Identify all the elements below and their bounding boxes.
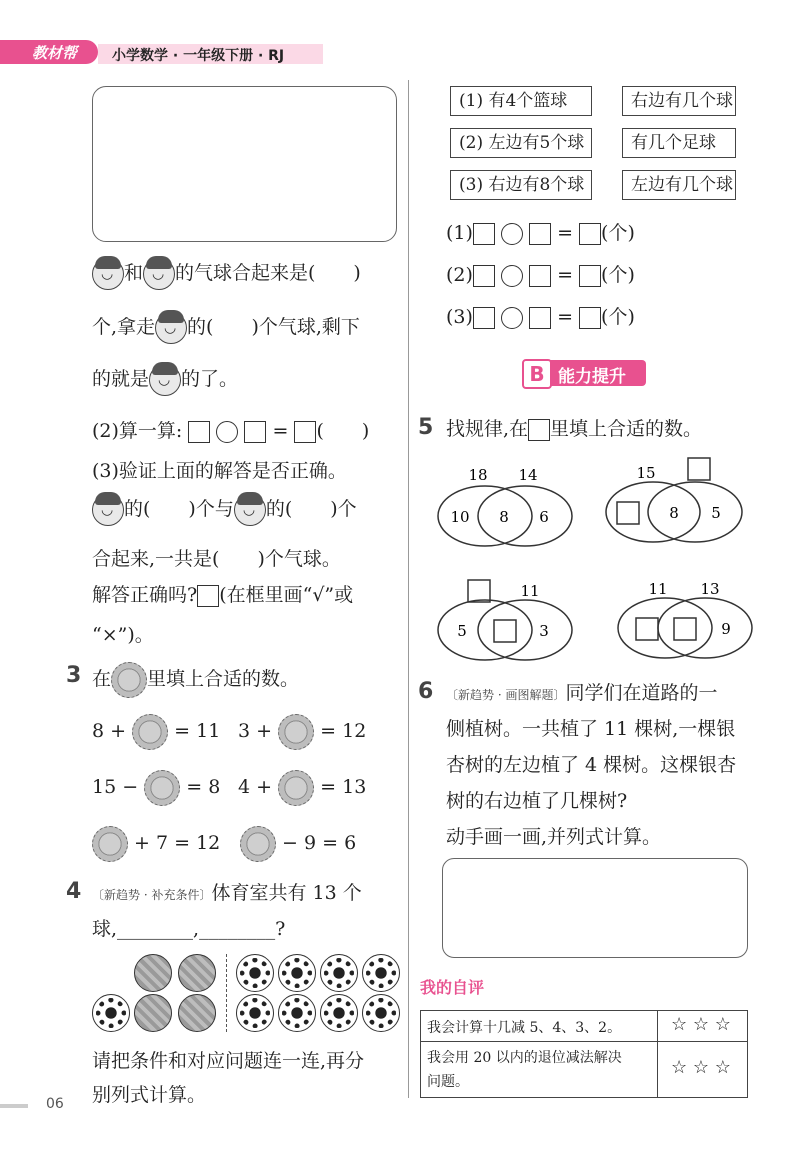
q6-line-3: 杏树的左边植了 4 棵树。这棵银杏 (446, 754, 737, 776)
q4-prompt: 〔新趋势 · 补充条件〕体育室共有 13 个 (92, 882, 362, 904)
flower-answer-icon[interactable] (92, 826, 128, 862)
soccer-ball-icon (278, 954, 316, 992)
self-eval-row-text: 我会用 20 以内的退位减法解决 (427, 1050, 622, 1066)
equation-row: (1) = (个) (446, 222, 635, 244)
answer-box[interactable] (188, 421, 210, 443)
question-number: 4 (66, 879, 82, 904)
trend-tag: 〔新趋势 · 补充条件〕 (92, 888, 212, 902)
answer-box[interactable] (529, 307, 551, 329)
venn-3-top-right: 11 (520, 582, 540, 600)
venn-2-left-box (617, 502, 639, 524)
balloon-line-2: 个,拿走◡ 的( )个气球,剩下 (92, 312, 360, 344)
q6-line-5: 动手画一画,并列式计算。 (446, 826, 662, 848)
answer-box[interactable] (473, 265, 495, 287)
flower-answer-icon[interactable] (132, 714, 168, 750)
soccer-ball-icon (92, 994, 130, 1032)
venn-1-top-left: 18 (468, 466, 488, 484)
venn-2-right: 5 (711, 504, 721, 522)
calc-line: (2)算一算: = ( ) (92, 420, 370, 442)
basketball-icon (134, 954, 172, 992)
table-col-divider (657, 1011, 658, 1097)
q4-connect-2: 别列式计算。 (92, 1084, 207, 1106)
answer-box-top (92, 86, 397, 242)
q3-item: 15 − = 8 (92, 770, 220, 806)
section-letter: B (522, 359, 552, 389)
table-row-divider (421, 1041, 747, 1042)
venn-4-top-right: 13 (700, 580, 720, 598)
flower-answer-icon[interactable] (278, 714, 314, 750)
q6-line-1: 〔新趋势 · 画图解题〕同学们在道路的一 (446, 682, 718, 704)
equation-row: (3) = (个) (446, 306, 635, 328)
answer-box (528, 419, 550, 441)
soccer-ball-icon (320, 954, 358, 992)
operator-circle[interactable] (216, 421, 238, 443)
venn-2-top-left: 15 (636, 464, 656, 482)
q6-line-4: 树的右边植了几棵树? (446, 790, 628, 812)
equation-row: (2) = (个) (446, 264, 635, 286)
ball-divider (226, 954, 227, 1032)
venn-1-right: 6 (539, 508, 549, 526)
question-number: 5 (418, 415, 434, 440)
check-box[interactable] (197, 585, 219, 607)
footer-dots (0, 1104, 40, 1108)
soccer-ball-icon (320, 994, 358, 1032)
answer-box[interactable] (529, 265, 551, 287)
question-number: 6 (418, 679, 434, 704)
soccer-ball-icon (362, 994, 400, 1032)
verify-title: (3)验证上面的解答是否正确。 (92, 460, 347, 482)
q3-item: − 9 = 6 (240, 826, 356, 862)
condition-item[interactable]: (1) 有4个篮球 (450, 86, 592, 116)
condition-item[interactable]: (3) 右边有8个球 (450, 170, 592, 200)
venn-1-top-right: 14 (518, 466, 538, 484)
venn-3 (438, 580, 572, 660)
venn-4-mid-box (674, 618, 696, 640)
self-eval-row-text-2: 问题。 (427, 1074, 469, 1090)
soccer-ball-icon (278, 994, 316, 1032)
section-title: 能力提升 (558, 367, 626, 387)
answer-box[interactable] (294, 421, 316, 443)
flower-answer-icon[interactable] (144, 770, 180, 806)
venn-1-left: 10 (450, 508, 470, 526)
q3-item: 8 + = 11 (92, 714, 220, 750)
star-rating[interactable]: ☆ ☆ ☆ (671, 1057, 731, 1078)
answer-box-drawing[interactable] (442, 858, 748, 958)
soccer-ball-icon (236, 994, 274, 1032)
venn-3-left: 5 (457, 622, 467, 640)
q6-line-2: 侧植树。一共植了 11 棵树,一棵银 (446, 718, 736, 740)
venn-3-mid-box (494, 620, 516, 642)
balloon-line-1: ◡和◡ 的气球合起来是( ) (92, 258, 361, 290)
self-eval-title: 我的自评 (420, 978, 485, 997)
q3-item: 3 + = 12 (238, 714, 366, 750)
answer-box[interactable] (473, 223, 495, 245)
venn-diagrams (420, 450, 760, 670)
soccer-ball-icon (236, 954, 274, 992)
q4-prompt-2: 球,________,________? (92, 918, 286, 940)
operator-circle[interactable] (501, 223, 523, 245)
condition-item[interactable]: (2) 左边有5个球 (450, 128, 592, 158)
venn-4-top-left: 11 (648, 580, 668, 598)
q3-item: 4 + = 13 (238, 770, 366, 806)
answer-box[interactable] (579, 223, 601, 245)
venn-4-left-box (636, 618, 658, 640)
verify-line-4: “×”)。 (92, 624, 154, 646)
venn-1 (438, 466, 572, 546)
flower-icon (111, 662, 147, 698)
venn-3-right: 3 (539, 622, 549, 640)
operator-circle[interactable] (501, 265, 523, 287)
venn-4 (618, 580, 752, 658)
header-title: 小学数学 · 一年级下册 · RJ (112, 48, 285, 64)
venn-2-top-right-box (688, 458, 710, 480)
boy-face-icon (143, 258, 175, 290)
girl-face-icon (92, 258, 124, 290)
balloon-line-3: 的就是◡ 的了。 (92, 364, 238, 396)
answer-box[interactable] (579, 307, 601, 329)
venn-2-mid: 8 (669, 504, 679, 522)
trend-tag: 〔新趋势 · 画图解题〕 (446, 688, 566, 702)
basketball-icon (178, 954, 216, 992)
venn-1-mid: 8 (499, 508, 509, 526)
boy-face-icon (92, 494, 124, 526)
balls-illustration (90, 950, 400, 1036)
verify-line-2: 合起来,一共是( )个气球。 (92, 548, 341, 570)
operator-circle[interactable] (501, 307, 523, 329)
column-divider (408, 80, 409, 1098)
basketball-icon (178, 994, 216, 1032)
girl-face-icon (149, 364, 181, 396)
star-rating[interactable]: ☆ ☆ ☆ (671, 1014, 731, 1035)
self-eval-table (420, 1010, 748, 1098)
verify-line-3: 解答正确吗? (在框里画“√”或 (92, 584, 354, 606)
boy-face-icon (155, 312, 187, 344)
flower-answer-icon[interactable] (240, 826, 276, 862)
q4-connect: 请把条件和对应问题连一连,再分 (92, 1050, 365, 1072)
header-bar (0, 40, 330, 66)
header-brand: 教材帮 (32, 44, 78, 62)
question-item[interactable]: 有几个足球 (622, 128, 736, 158)
verify-line-1: ◡的( )个与◡ 的( )个 (92, 494, 357, 526)
q3-prompt: 在 里填上合适的数。 (92, 662, 299, 698)
venn-2 (606, 458, 742, 542)
flower-answer-icon[interactable] (278, 770, 314, 806)
girl-face-icon (234, 494, 266, 526)
answer-box[interactable] (244, 421, 266, 443)
q5-prompt: 找规律,在 里填上合适的数。 (446, 418, 703, 440)
self-eval-row-text: 我会计算十几减 5、4、3、2。 (427, 1020, 622, 1036)
answer-box[interactable] (579, 265, 601, 287)
basketball-icon (134, 994, 172, 1032)
answer-box[interactable] (529, 223, 551, 245)
venn-3-top-left-box (468, 580, 490, 602)
answer-box[interactable] (473, 307, 495, 329)
soccer-ball-icon (362, 954, 400, 992)
question-item[interactable]: 右边有几个球 (622, 86, 736, 116)
question-number: 3 (66, 663, 82, 688)
venn-4-right: 9 (721, 620, 731, 638)
q3-item: + 7 = 12 (92, 826, 220, 862)
page-number: 06 (46, 1096, 64, 1112)
question-item[interactable]: 左边有几个球 (622, 170, 736, 200)
